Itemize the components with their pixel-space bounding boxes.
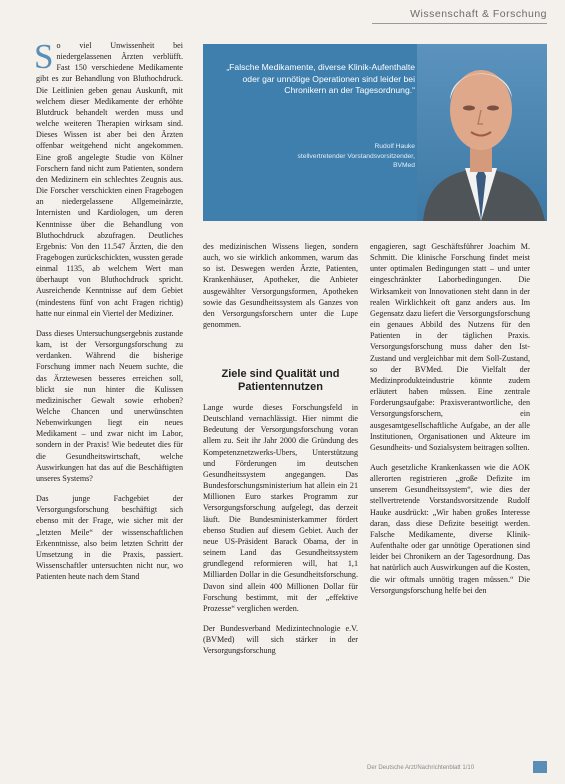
page-footer: Der Deutsche Arzt/Nachrichtenblatt 1/10 — [367, 765, 475, 771]
paragraph: Auch gesetzliche Krankenkassen wie die AOK allerorten registrieren „große Defizite im unserem Gesundheitssystem“, wie dies der stellvertretende Vorstandsvorsitzende Rudolf Hauke ausdrückt: „Wir haben großes Interesse daran, dass diese Defizite beseitigt werden. Falsche Medikamente, diverse Klinik-Aufenthalte oder gar unnötige Operationen sind leider bei Chronikern an der Tagesordnung. Das hat natürlich auch Auswirkungen auf die Kosten, die wir oftmals unnötig tragen müssen.“ Die Versorgungsforschung helfe bei den — [370, 462, 530, 595]
portrait-photo — [417, 44, 547, 221]
quote-author-name: Rudolf Hauke — [374, 143, 415, 150]
text-column-3 — [370, 241, 530, 596]
paragraph: Der Bundesverband Medizintechnologie e.V. (BVMed) will sich stärker in der Versorgungsforschung — [203, 623, 358, 656]
paragraph: engagieren, sagt Geschäftsführer Joachim M. Schmitt. Die klinische Forschung findet meist unter optimalen Bedingungen statt – und unter eingeschränkter Laborbedingungen. Die Wirksamkeit von Innovationen steht dann in der realen Wirklichkeit oft ganz anders aus. Im Gegensatz dazu liefert die Versorgungsforschung ein genaues Abbild des Nutzens für den Patienten in der täglichen Praxis. Versorgungsforschung muss daher den Ist-Zustand und vergleichbar mit dem Soll-Zustand, so der BVMed. Die Vielfalt der Medizinprodukteindustrie könnte zudem erläutert haben müssen. Eine zentrale Forderungsaufgabe: Praxisverantwortliche, den Versorgungsforschern, ein ausgesamtgesellschaftliche Aufgabe, an der alle Institutionen, Organisationen und Akteure im Gesundheits- und Sozialsystem beitragen sollten. — [370, 242, 530, 452]
pull-quote-text: „Falsche Medikamente, diverse Klinik-Aufenthalte oder gar unnötige Operationen sind leider bei Chronikern an der Tagesordnung.“ — [226, 62, 415, 96]
page-number-marker — [533, 761, 547, 773]
paragraph: Dass dieses Untersuchungsergebnis zustande kam, ist der Versorgungsforschung zu verdanken. Während die bisherige Forschung immer nach Neuem suchte, die das Ärztewesen besseres erreichen soll, blickt sie nun hinter die Kulissen medizinischer Gewalt sowie erhoben? Welche Chancen und unerwünschten Nebenwirkungen liegt ein neues Medikament – und zwar nicht im Labor, sondern in der Praxis! Wie bedeutet dies für die Gesundheitswirtschaft, welche Auswirkungen hat das auf die Beschäftigten unseres Systems? — [36, 328, 183, 483]
quote-author-org: BVMed — [393, 162, 415, 170]
text-column-2-continued — [203, 402, 358, 656]
section-heading: Ziele sind Qualität und Patientennutzen — [221, 368, 340, 393]
pull-quote-box — [203, 44, 547, 221]
drop-cap: S — [34, 37, 54, 76]
text-column-1 — [34, 37, 183, 582]
section-label: Wissenschaft & Forschung — [410, 8, 547, 20]
text-column-2 — [203, 241, 358, 330]
quote-author-role: stellvertretender Vorstandsvorsitzender, — [297, 152, 415, 160]
paragraph — [34, 37, 183, 319]
quote-attribution — [219, 142, 415, 171]
paragraph: des medizinischen Wissens liegen, sondern auch, wo sie wirklich ankommen, warum das so ist. Deswegen werden Ärzte, Patienten, Krankenhäuser, Apotheker, die Anbieter ausgewählter Versorgungsformen, Apotheken sowie das Gesundheitssystem als Ganzes von den Versorgungsforschern unter die Lupe genommen. — [203, 242, 358, 330]
paragraph: Das junge Fachgebiet der Versorgungsforschung beschäftigt sich ebenso mit der Frage, wie sicher mit der „letzten Meile“ der wissenschaftlichen Erkenntnisse, also beim letzten Schritt der Umsetzung in die Praxis, passiert. Wissenschaftler untersuchten nicht nur, wo Patienten heute nach dem Stand — [36, 494, 183, 582]
header-rule — [372, 23, 547, 24]
paragraph-text: o viel Unwissenheit bei niedergelassenen Ärzten verblüfft. Fast 150 verschiedene Medikamente gibt es zur Behandlung von Bluthochdruck. Die Leitlinien geben genau Auskunft, mit welchem dieser Medikamente der erhöhte Blutdruck behandelt werden muss und welche weiteren Therapien wirksam sind. Dieses Wissen ist aber bei den Ärzten offenbar weitgehend nicht angekommen. Eine groß angelegte Studie von Kölner Forschern fand nicht zum Patienten, sondern den Medizinern ein schlechtes Zeugnis aus. Die Forscher verschickten einen Fragebogen an niedergelassene Allgemeinärzte, Internisten und Kardiologen, um deren Kenntnisse über die Behandlung von Bluthochdruck abzufragen. Deutliches Ergebnis: Von den 11.547 Ärzten, die den Fragebogen zurückschickten, wussten gerade einmal 1135, ab welchem Wert man überhaupt von Bluthochdruck spricht. Ausreichende Kenntnisse auf dem Gebiet (mindestens fünf von acht Fragen richtig) hatte nur einmal ein Viertel der Mediziner. — [36, 41, 183, 318]
paragraph: Lange wurde dieses Forschungsfeld in Deutschland vernachlässigt. Hier nimmt die Bedeutung der Versorgungsforschung voran allem zu. Seit ihr Jahr 2000 die Gründung des Kompetenznetzwerks-Ubers, Unterstützung und Förderungen im deutschen Gesundheitssystem angegangen. Das Bundesforschungsministerium hat allein ein 21 Millionen Euro starkes Programm zur Versorgungsforschung aufgelegt, das derzeit läuft. Die Bundesministerkammer fördert ebenso Studien auf diesem Gebiet. Auch der neue US-Präsident Barack Obama, der in seinem Land das Gesundheitssystem grundlegend reformieren will, hat 1,1 Milliarden Dollar in die Gesundheitsforschung. Davon sind allein 400 Millionen Dollar für Forschung bestimmt, mit der „effektive Prozesse“ verglichen werden. — [203, 403, 358, 613]
